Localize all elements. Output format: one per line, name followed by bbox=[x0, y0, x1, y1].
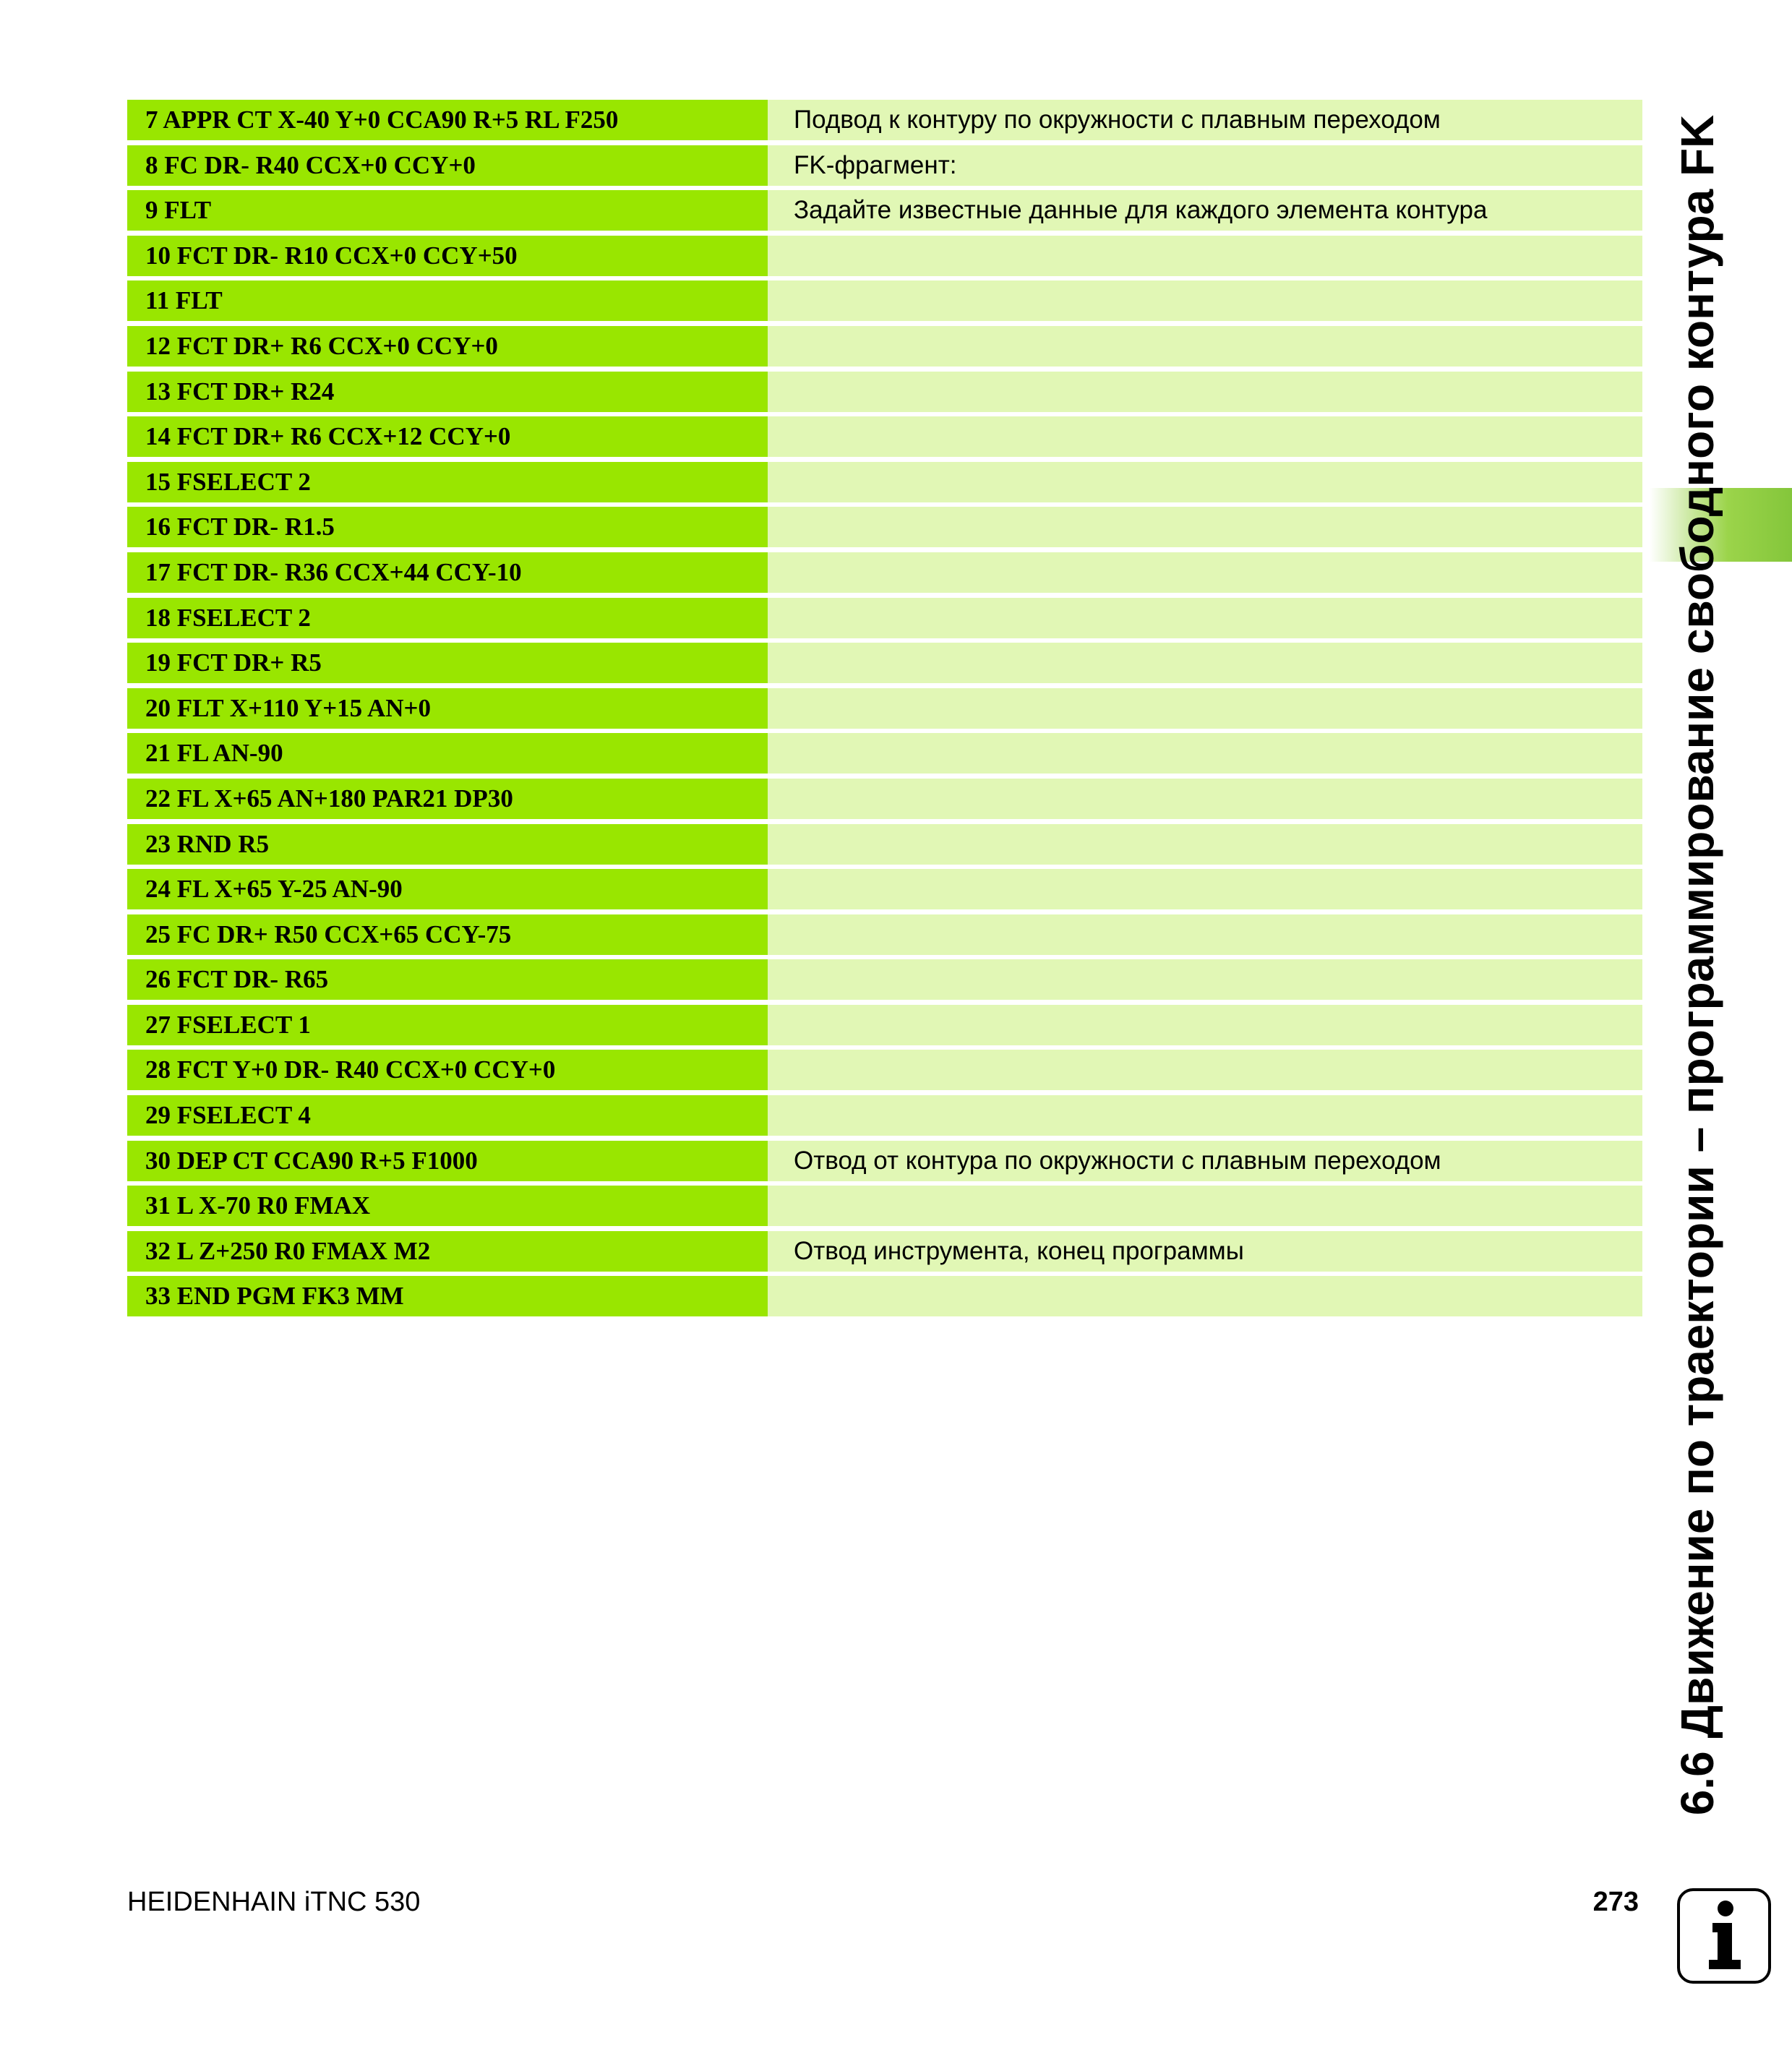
program-row bbox=[127, 643, 1642, 687]
comment-cell bbox=[768, 959, 1642, 1000]
nc-code-cell: 29 FSELECT 4 bbox=[127, 1095, 768, 1136]
nc-code-cell: 20 FLT X+110 Y+15 AN+0 bbox=[127, 688, 768, 729]
comment-cell bbox=[768, 1276, 1642, 1316]
nc-code-cell: 15 FSELECT 2 bbox=[127, 462, 768, 502]
program-row bbox=[127, 688, 1642, 733]
comment-cell bbox=[768, 236, 1642, 276]
program-row bbox=[127, 1095, 1642, 1140]
program-row bbox=[127, 462, 1642, 507]
nc-code-cell: 7 APPR CT X-40 Y+0 CCA90 R+5 RL F250 bbox=[127, 100, 768, 140]
comment-cell bbox=[768, 416, 1642, 457]
program-row bbox=[127, 326, 1642, 371]
nc-code-cell: 9 FLT bbox=[127, 190, 768, 231]
program-row bbox=[127, 1141, 1642, 1186]
nc-code-cell: 14 FCT DR+ R6 CCX+12 CCY+0 bbox=[127, 416, 768, 457]
comment-cell: Задайте известные данные для каждого элемента контура bbox=[768, 190, 1642, 231]
page-number: 273 bbox=[1592, 1887, 1639, 1917]
info-icon bbox=[1677, 1888, 1771, 1984]
comment-cell bbox=[768, 372, 1642, 412]
comment-cell bbox=[768, 824, 1642, 865]
nc-code-cell: 22 FL X+65 AN+180 PAR21 DP30 bbox=[127, 779, 768, 819]
program-row bbox=[127, 779, 1642, 823]
comment-cell bbox=[768, 280, 1642, 321]
nc-code-cell: 11 FLT bbox=[127, 280, 768, 321]
comment-cell bbox=[768, 643, 1642, 683]
nc-code-cell: 25 FC DR+ R50 CCX+65 CCY-75 bbox=[127, 914, 768, 955]
comment-cell bbox=[768, 1005, 1642, 1045]
program-row bbox=[127, 733, 1642, 778]
program-row bbox=[127, 100, 1642, 145]
comment-cell bbox=[768, 462, 1642, 502]
comment-cell: Подвод к контуру по окружности с плавным переходом bbox=[768, 100, 1642, 140]
program-row bbox=[127, 869, 1642, 914]
comment-cell bbox=[768, 914, 1642, 955]
footer-product-name: HEIDENHAIN iTNC 530 bbox=[127, 1887, 421, 1917]
comment-cell bbox=[768, 688, 1642, 729]
comment-cell bbox=[768, 598, 1642, 638]
nc-code-cell: 27 FSELECT 1 bbox=[127, 1005, 768, 1045]
comment-cell bbox=[768, 1186, 1642, 1226]
program-row bbox=[127, 372, 1642, 416]
nc-code-cell: 28 FCT Y+0 DR- R40 CCX+0 CCY+0 bbox=[127, 1050, 768, 1090]
comment-cell: Отвод инструмента, конец программы bbox=[768, 1231, 1642, 1272]
comment-cell bbox=[768, 1095, 1642, 1136]
comment-cell bbox=[768, 326, 1642, 367]
program-row bbox=[127, 1050, 1642, 1094]
comment-cell: FK-фрагмент: bbox=[768, 145, 1642, 186]
nc-code-cell: 24 FL X+65 Y-25 AN-90 bbox=[127, 869, 768, 909]
comment-cell bbox=[768, 779, 1642, 819]
nc-code-cell: 26 FCT DR- R65 bbox=[127, 959, 768, 1000]
program-row bbox=[127, 507, 1642, 552]
program-row bbox=[127, 552, 1642, 597]
nc-code-cell: 10 FCT DR- R10 CCX+0 CCY+50 bbox=[127, 236, 768, 276]
nc-code-cell: 21 FL AN-90 bbox=[127, 733, 768, 774]
program-row bbox=[127, 145, 1642, 190]
comment-cell bbox=[768, 507, 1642, 547]
program-table bbox=[127, 100, 1642, 1321]
comment-cell bbox=[768, 552, 1642, 593]
nc-code-cell: 33 END PGM FK3 MM bbox=[127, 1276, 768, 1316]
nc-code-cell: 16 FCT DR- R1.5 bbox=[127, 507, 768, 547]
nc-code-cell: 8 FC DR- R40 CCX+0 CCY+0 bbox=[127, 145, 768, 186]
nc-code-cell: 12 FCT DR+ R6 CCX+0 CCY+0 bbox=[127, 326, 768, 367]
program-row bbox=[127, 236, 1642, 280]
nc-code-cell: 31 L X-70 R0 FMAX bbox=[127, 1186, 768, 1226]
nc-code-cell: 19 FCT DR+ R5 bbox=[127, 643, 768, 683]
nc-code-cell: 18 FSELECT 2 bbox=[127, 598, 768, 638]
program-row bbox=[127, 914, 1642, 959]
program-row bbox=[127, 959, 1642, 1004]
program-row bbox=[127, 1005, 1642, 1050]
comment-cell bbox=[768, 1050, 1642, 1090]
nc-code-cell: 30 DEP CT CCA90 R+5 F1000 bbox=[127, 1141, 768, 1181]
nc-code-cell: 23 RND R5 bbox=[127, 824, 768, 865]
comment-cell bbox=[768, 733, 1642, 774]
comment-cell: Отвод от контура по окружности с плавным переходом bbox=[768, 1141, 1642, 1181]
program-row bbox=[127, 1231, 1642, 1276]
program-row bbox=[127, 824, 1642, 869]
program-row bbox=[127, 280, 1642, 325]
program-row bbox=[127, 416, 1642, 461]
nc-code-cell: 13 FCT DR+ R24 bbox=[127, 372, 768, 412]
comment-cell bbox=[768, 869, 1642, 909]
program-row bbox=[127, 190, 1642, 235]
nc-code-cell: 32 L Z+250 R0 FMAX M2 bbox=[127, 1231, 768, 1272]
program-row bbox=[127, 1276, 1642, 1321]
program-row bbox=[127, 1186, 1642, 1230]
program-row bbox=[127, 598, 1642, 643]
section-title: 6.6 Движение по траектории – программирование свободного контура FK bbox=[1671, 114, 1723, 1816]
nc-code-cell: 17 FCT DR- R36 CCX+44 CCY-10 bbox=[127, 552, 768, 593]
